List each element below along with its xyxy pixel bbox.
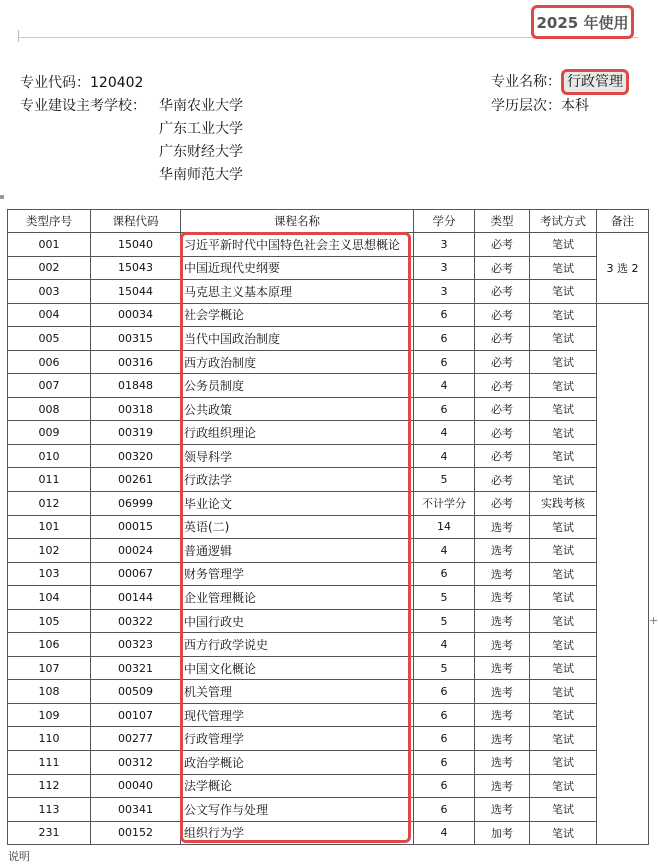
- cell-credit: 6: [414, 327, 475, 351]
- cell-exam: 笔试: [530, 539, 597, 563]
- cell-name: 机关管理: [181, 680, 414, 704]
- cell-credit: 3: [414, 280, 475, 304]
- cell-name: 普通逻辑: [181, 539, 414, 563]
- table-row: [8, 374, 649, 398]
- cell-code: 15043: [91, 256, 181, 280]
- cell-type: 必考: [475, 327, 530, 351]
- major-code-line: [20, 71, 143, 95]
- cell-name: 西方行政学说史: [181, 633, 414, 657]
- table-row: [8, 492, 649, 516]
- cell-name: 领导科学: [181, 444, 414, 468]
- cell-seq: 112: [8, 774, 91, 798]
- cell-exam: 笔试: [530, 798, 597, 822]
- cell-name: 行政法学: [181, 468, 414, 492]
- cell-name: 财务管理学: [181, 562, 414, 586]
- cell-type: 必考: [475, 421, 530, 445]
- cell-code: 00034: [91, 303, 181, 327]
- cell-seq: 109: [8, 703, 91, 727]
- cell-type: 必考: [475, 374, 530, 398]
- table-row: [8, 680, 649, 704]
- cell-type: 必考: [475, 350, 530, 374]
- cell-credit: 14: [414, 515, 475, 539]
- table-row: [8, 539, 649, 563]
- cell-seq: 108: [8, 680, 91, 704]
- cell-remark-empty: [597, 303, 649, 845]
- cell-name: 中国行政史: [181, 609, 414, 633]
- cell-name: 当代中国政治制度: [181, 327, 414, 351]
- table-row: [8, 303, 649, 327]
- cell-name: 毕业论文: [181, 492, 414, 516]
- cell-type: 选考: [475, 727, 530, 751]
- table-row: [8, 727, 649, 751]
- cell-name: 法学概论: [181, 774, 414, 798]
- cell-exam: 笔试: [530, 327, 597, 351]
- cell-seq: 231: [8, 821, 91, 845]
- cell-credit: 4: [414, 539, 475, 563]
- table-header-row: [8, 210, 649, 233]
- cell-type: 选考: [475, 656, 530, 680]
- table-row: [8, 798, 649, 822]
- cell-code: 00318: [91, 397, 181, 421]
- table-row: [8, 421, 649, 445]
- cell-exam: 笔试: [530, 374, 597, 398]
- table-anchor-marker: [0, 195, 4, 199]
- cell-exam: 笔试: [530, 586, 597, 610]
- level-value: 本科: [561, 98, 589, 114]
- cell-credit: 5: [414, 468, 475, 492]
- col-header-type: 类型: [475, 210, 530, 233]
- cell-exam: 笔试: [530, 727, 597, 751]
- cell-code: 00315: [91, 327, 181, 351]
- cell-name: 行政组织理论: [181, 421, 414, 445]
- cell-credit: 5: [414, 586, 475, 610]
- table-row: [8, 821, 649, 845]
- cell-type: 选考: [475, 680, 530, 704]
- cell-type: 选考: [475, 774, 530, 798]
- cell-exam: 笔试: [530, 703, 597, 727]
- col-header-exam: 考试方式: [530, 210, 597, 233]
- table-row: [8, 256, 649, 280]
- cell-code: 15040: [91, 233, 181, 257]
- cell-name: 中国文化概论: [181, 656, 414, 680]
- cell-type: 必考: [475, 397, 530, 421]
- cell-exam: 笔试: [530, 680, 597, 704]
- cell-credit: 6: [414, 397, 475, 421]
- cell-code: 00321: [91, 656, 181, 680]
- cell-seq: 012: [8, 492, 91, 516]
- school-name: 华南农业大学: [159, 98, 243, 114]
- col-header-remark: 备注: [597, 210, 649, 233]
- cell-exam: 笔试: [530, 303, 597, 327]
- table-row: [8, 280, 649, 304]
- cell-seq: 007: [8, 374, 91, 398]
- cell-credit: 4: [414, 421, 475, 445]
- major-code-value: 120402: [90, 75, 144, 91]
- cell-name: 英语(二): [181, 515, 414, 539]
- crop-mark: [18, 30, 19, 42]
- cell-credit: 6: [414, 703, 475, 727]
- cell-code: 00320: [91, 444, 181, 468]
- cell-code: 00322: [91, 609, 181, 633]
- cell-exam: 笔试: [530, 821, 597, 845]
- cell-credit: 4: [414, 633, 475, 657]
- major-name-label: 专业名称：: [491, 74, 561, 90]
- cell-credit: 4: [414, 821, 475, 845]
- cell-exam: 笔试: [530, 609, 597, 633]
- cell-type: 选考: [475, 609, 530, 633]
- cell-code: 00107: [91, 703, 181, 727]
- cell-name: 中国近现代史纲要: [181, 256, 414, 280]
- cell-code: 00509: [91, 680, 181, 704]
- cell-credit: 6: [414, 774, 475, 798]
- cell-credit: 3: [414, 233, 475, 257]
- cell-exam: 笔试: [530, 233, 597, 257]
- table-row: [8, 609, 649, 633]
- cell-credit: 6: [414, 350, 475, 374]
- cell-name: 企业管理概论: [181, 586, 414, 610]
- cell-code: 00319: [91, 421, 181, 445]
- cell-exam: 笔试: [530, 350, 597, 374]
- cell-type: 选考: [475, 703, 530, 727]
- cell-seq: 111: [8, 751, 91, 775]
- table-edge-marker: +: [649, 614, 658, 627]
- cell-exam: 笔试: [530, 397, 597, 421]
- cell-name: 公务员制度: [181, 374, 414, 398]
- table-row: [8, 444, 649, 468]
- school-name: 广东财经大学: [159, 144, 243, 160]
- cell-seq: 005: [8, 327, 91, 351]
- cell-type: 选考: [475, 586, 530, 610]
- major-code-label: 专业代码：: [20, 75, 90, 91]
- major-name-line: [491, 69, 629, 95]
- cell-exam: 笔试: [530, 633, 597, 657]
- cell-type: 必考: [475, 280, 530, 304]
- cell-exam: 笔试: [530, 774, 597, 798]
- cell-type: 必考: [475, 233, 530, 257]
- cell-exam: 笔试: [530, 515, 597, 539]
- cell-exam: 笔试: [530, 468, 597, 492]
- table-row: [8, 633, 649, 657]
- cell-seq: 104: [8, 586, 91, 610]
- col-header-name: 课程名称: [181, 210, 414, 233]
- school-label: 专业建设主考学校：: [20, 98, 146, 114]
- cell-code: 00341: [91, 798, 181, 822]
- cell-credit: 4: [414, 374, 475, 398]
- cell-exam: 笔试: [530, 656, 597, 680]
- cell-seq: 101: [8, 515, 91, 539]
- table-row: [8, 586, 649, 610]
- cell-type: 加考: [475, 821, 530, 845]
- cell-credit: 6: [414, 562, 475, 586]
- cell-exam: 笔试: [530, 751, 597, 775]
- cell-seq: 001: [8, 233, 91, 257]
- table-row: [8, 233, 649, 257]
- level-line: [491, 94, 589, 118]
- table-row: [8, 656, 649, 680]
- cell-code: 00015: [91, 515, 181, 539]
- course-table: [7, 209, 649, 845]
- cell-type: 选考: [475, 515, 530, 539]
- school-name: 广东工业大学: [159, 121, 243, 137]
- table-row: [8, 397, 649, 421]
- cell-name: 习近平新时代中国特色社会主义思想概论: [181, 233, 414, 257]
- cell-seq: 106: [8, 633, 91, 657]
- table-row: [8, 327, 649, 351]
- footer-note: 说明: [8, 850, 30, 863]
- col-header-seq: 类型序号: [8, 210, 91, 233]
- table-row: [8, 350, 649, 374]
- cell-type: 选考: [475, 751, 530, 775]
- cell-seq: 107: [8, 656, 91, 680]
- cell-type: 必考: [475, 444, 530, 468]
- cell-name: 公共政策: [181, 397, 414, 421]
- cell-seq: 010: [8, 444, 91, 468]
- cell-code: 00040: [91, 774, 181, 798]
- cell-seq: 110: [8, 727, 91, 751]
- cell-credit: 不计学分: [414, 492, 475, 516]
- cell-exam: 笔试: [530, 280, 597, 304]
- cell-credit: 6: [414, 751, 475, 775]
- cell-seq: 004: [8, 303, 91, 327]
- cell-credit: 5: [414, 656, 475, 680]
- table-row: [8, 515, 649, 539]
- cell-name: 公文写作与处理: [181, 798, 414, 822]
- cell-type: 选考: [475, 798, 530, 822]
- cell-name: 组织行为学: [181, 821, 414, 845]
- cell-code: 00312: [91, 751, 181, 775]
- cell-name: 马克思主义基本原理: [181, 280, 414, 304]
- cell-seq: 002: [8, 256, 91, 280]
- table-row: [8, 774, 649, 798]
- cell-exam: 实践考核: [530, 492, 597, 516]
- major-name-value: 行政管理: [561, 69, 629, 95]
- cell-type: 选考: [475, 633, 530, 657]
- col-header-credit: 学分: [414, 210, 475, 233]
- cell-type: 必考: [475, 492, 530, 516]
- cell-code: 00277: [91, 727, 181, 751]
- cell-name: 西方政治制度: [181, 350, 414, 374]
- level-label: 学历层次：: [491, 98, 561, 114]
- cell-type: 必考: [475, 256, 530, 280]
- cell-code: 01848: [91, 374, 181, 398]
- cell-code: 00323: [91, 633, 181, 657]
- col-header-code: 课程代码: [91, 210, 181, 233]
- cell-exam: 笔试: [530, 444, 597, 468]
- cell-name: 政治学概论: [181, 751, 414, 775]
- cell-seq: 006: [8, 350, 91, 374]
- cell-credit: 4: [414, 444, 475, 468]
- cell-credit: 6: [414, 680, 475, 704]
- cell-code: 06999: [91, 492, 181, 516]
- cell-type: 必考: [475, 468, 530, 492]
- cell-seq: 105: [8, 609, 91, 633]
- table-row: [8, 562, 649, 586]
- cell-exam: 笔试: [530, 562, 597, 586]
- cell-code: 00152: [91, 821, 181, 845]
- cell-type: 选考: [475, 539, 530, 563]
- table-row: [8, 751, 649, 775]
- cell-credit: 6: [414, 798, 475, 822]
- cell-code: 00024: [91, 539, 181, 563]
- school-name: 华南师范大学: [159, 167, 243, 183]
- cell-code: 15044: [91, 280, 181, 304]
- cell-code: 00144: [91, 586, 181, 610]
- cell-code: 00261: [91, 468, 181, 492]
- cell-seq: 011: [8, 468, 91, 492]
- cell-name: 社会学概论: [181, 303, 414, 327]
- table-row: [8, 703, 649, 727]
- cell-seq: 003: [8, 280, 91, 304]
- cell-seq: 113: [8, 798, 91, 822]
- cell-type: 选考: [475, 562, 530, 586]
- cell-type: 必考: [475, 303, 530, 327]
- cell-credit: 6: [414, 303, 475, 327]
- cell-name: 行政管理学: [181, 727, 414, 751]
- cell-remark: 3 选 2: [597, 233, 649, 304]
- cell-exam: 笔试: [530, 421, 597, 445]
- cell-credit: 3: [414, 256, 475, 280]
- cell-name: 现代管理学: [181, 703, 414, 727]
- cell-code: 00316: [91, 350, 181, 374]
- cell-seq: 102: [8, 539, 91, 563]
- cell-code: 00067: [91, 562, 181, 586]
- cell-exam: 笔试: [530, 256, 597, 280]
- cell-credit: 5: [414, 609, 475, 633]
- year-label: 2025 年使用: [531, 5, 634, 39]
- cell-seq: 103: [8, 562, 91, 586]
- cell-credit: 6: [414, 727, 475, 751]
- table-row: [8, 468, 649, 492]
- cell-seq: 009: [8, 421, 91, 445]
- cell-seq: 008: [8, 397, 91, 421]
